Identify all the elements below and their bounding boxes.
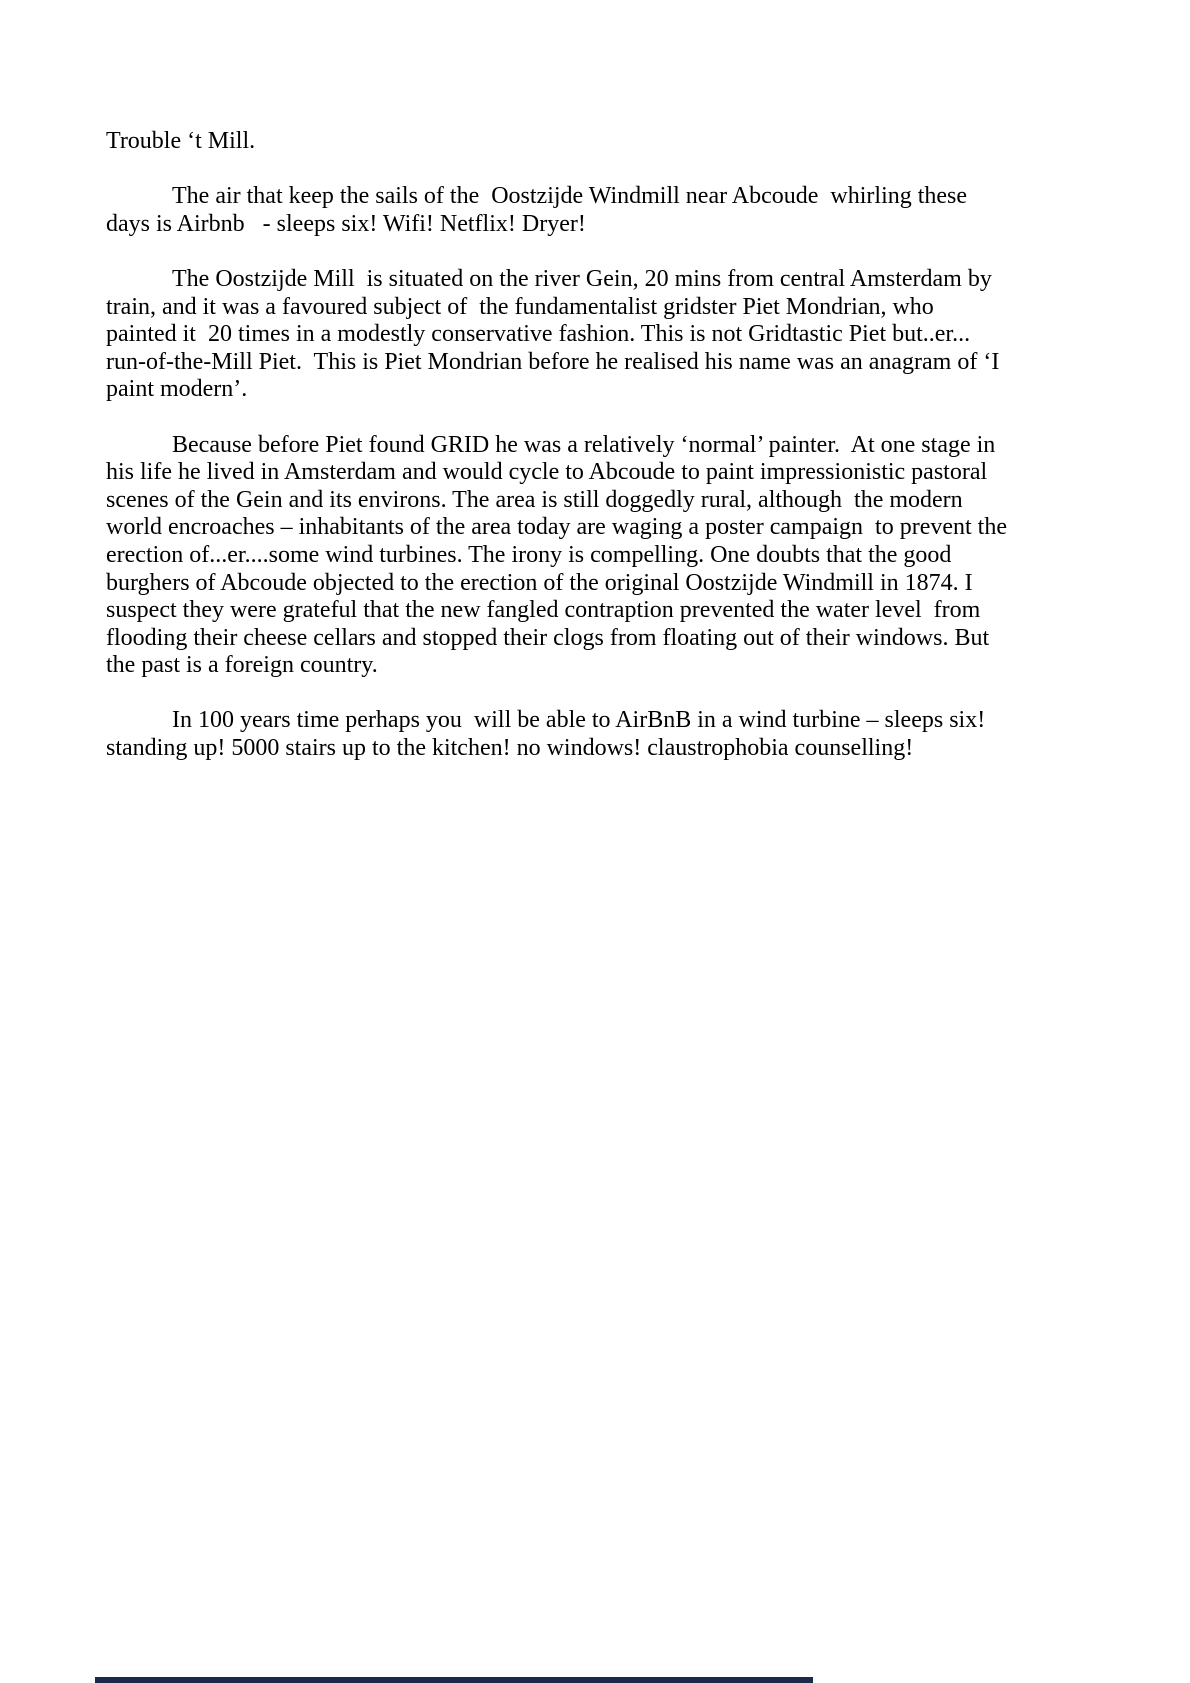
paragraph: The air that keep the sails of the Oostzijde Windmill near Abcoude whirling these days is Airbnb - sleeps six! Wifi! Netflix! Dryer! <box>106 183 974 237</box>
paragraph: Because before Piet found GRID he was a relatively ‘normal’ painter. At one stage in his life he lived in Amsterdam and would cycle to Abcoude to paint impressionistic pastoral scenes of the Gein and its environs. The area is still doggedly rural, although the modern world encroaches – inhabitants of the area today are waging a poster campaign to prevent the erection of...er....some wind turbines. The irony is compelling. One doubts that the good burghers of Abcoude objected to the erection of the original Oostzijde Windmill in 1874. I suspect they were grateful that the new fangled contraption prevented the water level from flooding their cheese cellars and stopped their clogs from floating out of their windows. But the past is a foreign country. <box>106 431 1013 679</box>
document-title-line: Trouble ‘t Mill. <box>106 128 256 154</box>
paragraph: In 100 years time perhaps you will be able to AirBnB in a wind turbine – sleeps six! standing up! 5000 stairs up to the kitchen! no windows! claustrophobia counselling! <box>106 707 992 762</box>
document-text-block <box>106 128 1013 790</box>
paragraph: The Oostzijde Mill is situated on the river Gein, 20 mins from central Amsterdam by train, and it was a favoured subject of the fundamentalist gridster Piet Mondrian, who painted it 20 times in a modestly conservative fashion. This is not Gridtastic Piet but..er... run-of-the-Mill Piet. This is Piet Mondrian before he realised his name was an anagram of ‘I paint modern’. <box>106 265 1006 403</box>
bottom-bar <box>95 1677 813 1683</box>
